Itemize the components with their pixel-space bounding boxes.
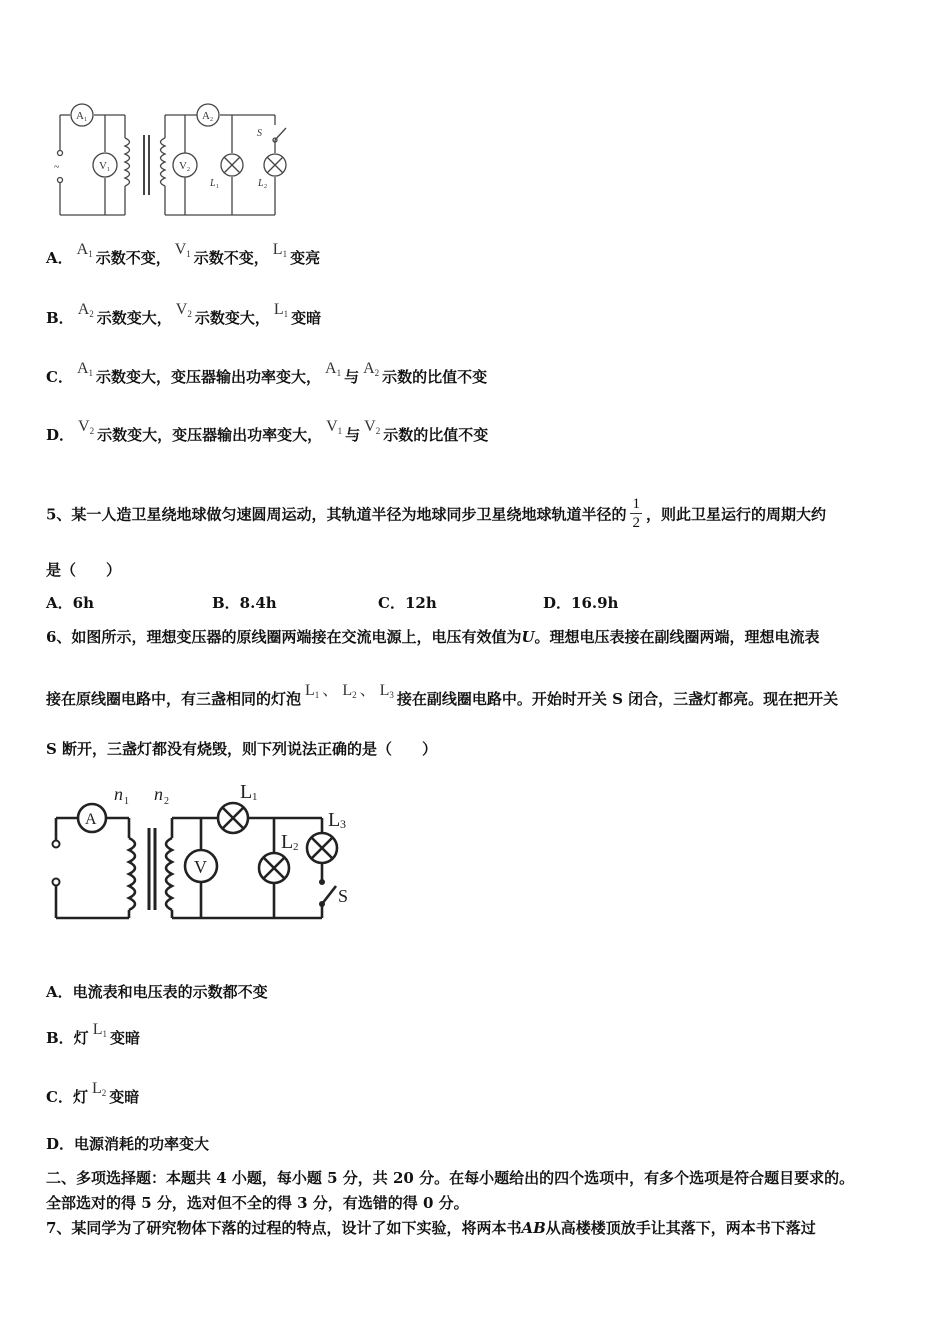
- svg-text:1: 1: [216, 184, 219, 190]
- svg-text:~: ~: [54, 162, 60, 173]
- q5-option-a: A．6h: [46, 594, 94, 612]
- q6-option-c: C．灯 $L_2$ 变暗: [46, 1080, 140, 1106]
- svg-text:L: L: [210, 178, 216, 189]
- svg-text:V: V: [99, 160, 107, 172]
- q6-option-a: A．电流表和电压表的示数都不变: [46, 983, 268, 1001]
- q4-option-c: C． $A_1$ 示数变大，变压器输出功率变大， $A_1$ 与 $A_2$ 示数的比值不变: [46, 360, 488, 386]
- svg-text:L: L: [281, 831, 294, 853]
- svg-text:1: 1: [252, 791, 258, 803]
- q4-option-a: A． $A_1$ 示数不变， $V_1$ 示数不变， $L_1$ 变亮: [46, 241, 321, 267]
- svg-text:2: 2: [293, 841, 299, 853]
- q6-stem-line3: S 断开，三盏灯都没有烧毁，则下列说法正确的是（ ）: [46, 740, 438, 758]
- svg-text:A: A: [85, 811, 97, 828]
- q6-option-d: D．电源消耗的功率变大: [46, 1135, 210, 1153]
- q6-stem-line2: 接在原线圈电路中，有三盏相同的灯泡 $L_1$ 、 $L_2$ 、 $L_3$ 接在副线圈电路中。开始时开关 S 闭合，三盏灯都亮。现在把开关: [46, 682, 839, 708]
- transformer-circuit-figure-1: [50, 100, 300, 220]
- svg-text:1: 1: [107, 167, 110, 173]
- svg-text:A: A: [76, 110, 84, 122]
- q5-option-c: C．12h: [378, 594, 437, 612]
- svg-text:L: L: [258, 178, 264, 189]
- q4-option-b: B． $A_2$ 示数变大， $V_2$ 示数变大， $L_1$ 变暗: [46, 301, 322, 327]
- svg-text:L: L: [240, 781, 253, 803]
- q5-option-d: D．16.9h: [543, 594, 619, 612]
- svg-text:n: n: [114, 784, 123, 804]
- svg-text:2: 2: [187, 167, 190, 173]
- svg-text:2: 2: [164, 796, 169, 807]
- q5-stem-end: 是（ ）: [46, 561, 122, 579]
- svg-text:V: V: [179, 160, 187, 172]
- svg-text:S: S: [257, 128, 262, 139]
- q6-option-b: B．灯 $L_1$ 变暗: [46, 1021, 140, 1047]
- q4-option-d: D． $V_2$ 示数变大，变压器输出功率变大， $V_1$ 与 $V_2$ 示数的比值不变: [46, 418, 489, 444]
- svg-text:2: 2: [264, 184, 267, 190]
- svg-text:n: n: [154, 784, 163, 804]
- q6-stem-line1: 6、如图所示，理想变压器的原线圈两端接在交流电源上，电压有效值为U。理想电压表接在副线圈两端，理想电流表: [46, 628, 820, 646]
- svg-text:1: 1: [84, 117, 87, 123]
- svg-text:L: L: [328, 809, 341, 831]
- q7-stem: 7、某同学为了研究物体下落的过程的特点，设计了如下实验，将两本书AB从高楼楼顶放手让其落下，两本书下落过: [46, 1219, 816, 1237]
- transformer-circuit-figure-2: [44, 778, 364, 928]
- svg-text:3: 3: [340, 817, 346, 831]
- svg-text:S: S: [338, 886, 349, 906]
- fraction-one-half: $\frac{1}{2}$: [632, 496, 640, 531]
- q5-stem: 5、某一人造卫星绕地球做匀速圆周运动，其轨道半径为地球同步卫星绕地球轨道半径的 $\frac{1}{2}$ ，则此卫星运行的周期大约: [46, 496, 826, 531]
- svg-text:1: 1: [124, 796, 129, 807]
- q5-option-b: B．8.4h: [212, 594, 277, 612]
- section-2-scoring: 全部选对的得 5 分，选对但不全的得 3 分，有选错的得 0 分。: [46, 1194, 469, 1212]
- svg-text:V: V: [194, 857, 207, 877]
- svg-text:A: A: [202, 110, 210, 122]
- section-2-heading: 二、多项选择题：本题共 4 小题，每小题 5 分，共 20 分。在每小题给出的四个选项中，有多个选项是符合题目要求的。: [46, 1169, 855, 1187]
- svg-text:2: 2: [210, 117, 213, 123]
